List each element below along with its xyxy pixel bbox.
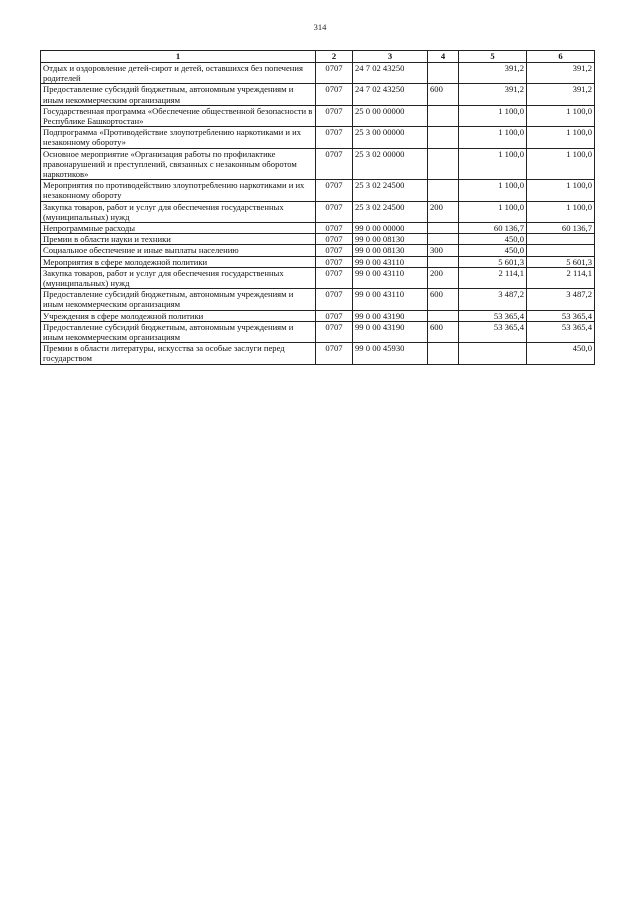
row-section-cell: 0707	[316, 289, 353, 310]
table-row	[41, 234, 595, 245]
row-code-cell: 24 7 02 43250	[353, 63, 428, 84]
row-section-cell: 0707	[316, 201, 353, 222]
row-amount-col6-cell: 1 100,0	[527, 180, 595, 201]
row-expense-type-cell: 600	[428, 289, 459, 310]
row-amount-col6-cell: 391,2	[527, 63, 595, 84]
row-code-cell: 25 3 02 24500	[353, 201, 428, 222]
row-amount-col5-cell: 1 100,0	[459, 127, 527, 148]
row-code-cell: 25 3 02 00000	[353, 148, 428, 180]
row-expense-type-cell	[428, 180, 459, 201]
row-amount-col6-cell: 53 365,4	[527, 310, 595, 321]
row-amount-col6-cell: 1 100,0	[527, 127, 595, 148]
row-section-cell: 0707	[316, 148, 353, 180]
row-section-cell: 0707	[316, 256, 353, 267]
row-amount-col6-cell	[527, 234, 595, 245]
row-name-cell: Предоставление субсидий бюджетным, автономным учреждениям и иным некоммерческим организациям	[41, 84, 316, 105]
row-expense-type-cell	[428, 310, 459, 321]
row-name-cell: Государственная программа «Обеспечение общественной безопасности в Республике Башкортостан»	[41, 105, 316, 126]
row-section-cell: 0707	[316, 84, 353, 105]
row-section-cell: 0707	[316, 245, 353, 256]
table-row	[41, 321, 595, 342]
row-amount-col6-cell: 2 114,1	[527, 267, 595, 288]
row-expense-type-cell	[428, 105, 459, 126]
table-row	[41, 245, 595, 256]
row-code-cell: 25 0 00 00000	[353, 105, 428, 126]
row-expense-type-cell: 200	[428, 267, 459, 288]
row-code-cell: 25 3 00 00000	[353, 127, 428, 148]
row-expense-type-cell	[428, 63, 459, 84]
page-number: 314	[313, 22, 327, 32]
header-cell-4: 4	[428, 51, 459, 63]
row-expense-type-cell: 600	[428, 84, 459, 105]
row-section-cell: 0707	[316, 267, 353, 288]
row-section-cell: 0707	[316, 321, 353, 342]
row-expense-type-cell: 200	[428, 201, 459, 222]
table-body	[41, 63, 595, 365]
row-amount-col5-cell: 3 487,2	[459, 289, 527, 310]
row-expense-type-cell	[428, 127, 459, 148]
table-header-row	[41, 51, 595, 63]
row-amount-col6-cell: 1 100,0	[527, 201, 595, 222]
row-amount-col5-cell: 1 100,0	[459, 105, 527, 126]
row-name-cell: Учреждения в сфере молодежной политики	[41, 310, 316, 321]
row-name-cell: Мероприятия в сфере молодежной политики	[41, 256, 316, 267]
header-cell-2: 2	[316, 51, 353, 63]
row-amount-col6-cell: 53 365,4	[527, 321, 595, 342]
row-section-cell: 0707	[316, 127, 353, 148]
budget-table	[40, 50, 595, 365]
table-row	[41, 223, 595, 234]
row-amount-col5-cell	[459, 343, 527, 364]
table-row	[41, 201, 595, 222]
row-amount-col5-cell: 53 365,4	[459, 321, 527, 342]
row-name-cell: Премии в области науки и техники	[41, 234, 316, 245]
row-expense-type-cell	[428, 148, 459, 180]
row-code-cell: 25 3 02 24500	[353, 180, 428, 201]
row-amount-col6-cell: 60 136,7	[527, 223, 595, 234]
table-row	[41, 256, 595, 267]
row-code-cell: 99 0 00 08130	[353, 245, 428, 256]
row-amount-col5-cell: 5 601,3	[459, 256, 527, 267]
table-row	[41, 289, 595, 310]
table-row	[41, 310, 595, 321]
header-cell-5: 5	[459, 51, 527, 63]
row-section-cell: 0707	[316, 105, 353, 126]
row-name-cell: Предоставление субсидий бюджетным, автономным учреждениям и иным некоммерческим организациям	[41, 321, 316, 342]
table-row	[41, 180, 595, 201]
row-amount-col6-cell	[527, 245, 595, 256]
table-row	[41, 343, 595, 364]
row-name-cell: Непрограммные расходы	[41, 223, 316, 234]
row-code-cell: 99 0 00 43110	[353, 267, 428, 288]
row-expense-type-cell	[428, 234, 459, 245]
row-section-cell: 0707	[316, 310, 353, 321]
row-code-cell: 99 0 00 00000	[353, 223, 428, 234]
row-code-cell: 99 0 00 43110	[353, 256, 428, 267]
header-cell-1: 1	[41, 51, 316, 63]
row-name-cell: Предоставление субсидий бюджетным, автономным учреждениям и иным некоммерческим организациям	[41, 289, 316, 310]
row-section-cell: 0707	[316, 234, 353, 245]
row-amount-col5-cell: 391,2	[459, 84, 527, 105]
row-amount-col6-cell: 3 487,2	[527, 289, 595, 310]
row-amount-col5-cell: 53 365,4	[459, 310, 527, 321]
row-amount-col5-cell: 1 100,0	[459, 201, 527, 222]
table-row	[41, 148, 595, 180]
row-code-cell: 99 0 00 08130	[353, 234, 428, 245]
row-section-cell: 0707	[316, 180, 353, 201]
table-row	[41, 267, 595, 288]
header-cell-3: 3	[353, 51, 428, 63]
row-name-cell: Социальное обеспечение и иные выплаты населению	[41, 245, 316, 256]
row-amount-col5-cell: 450,0	[459, 234, 527, 245]
row-expense-type-cell	[428, 256, 459, 267]
row-name-cell: Премии в области литературы, искусства за особые заслуги перед государством	[41, 343, 316, 364]
row-amount-col5-cell: 1 100,0	[459, 148, 527, 180]
row-code-cell: 99 0 00 43190	[353, 310, 428, 321]
table-row	[41, 84, 595, 105]
row-expense-type-cell: 300	[428, 245, 459, 256]
row-amount-col6-cell: 391,2	[527, 84, 595, 105]
row-section-cell: 0707	[316, 63, 353, 84]
row-expense-type-cell	[428, 223, 459, 234]
row-section-cell: 0707	[316, 343, 353, 364]
row-code-cell: 99 0 00 45930	[353, 343, 428, 364]
row-amount-col5-cell: 2 114,1	[459, 267, 527, 288]
row-code-cell: 24 7 02 43250	[353, 84, 428, 105]
row-code-cell: 99 0 00 43110	[353, 289, 428, 310]
header-cell-6: 6	[527, 51, 595, 63]
row-amount-col6-cell: 450,0	[527, 343, 595, 364]
table-row	[41, 105, 595, 126]
row-amount-col6-cell: 1 100,0	[527, 148, 595, 180]
row-name-cell: Мероприятия по противодействию злоупотреблению наркотиками и их незаконному обороту	[41, 180, 316, 201]
row-amount-col5-cell: 1 100,0	[459, 180, 527, 201]
row-amount-col5-cell: 391,2	[459, 63, 527, 84]
row-expense-type-cell: 600	[428, 321, 459, 342]
table-row	[41, 63, 595, 84]
row-name-cell: Закупка товаров, работ и услуг для обеспечения государственных (муниципальных) нужд	[41, 267, 316, 288]
row-amount-col6-cell: 1 100,0	[527, 105, 595, 126]
row-section-cell: 0707	[316, 223, 353, 234]
row-amount-col5-cell: 60 136,7	[459, 223, 527, 234]
row-name-cell: Отдых и оздоровление детей-сирот и детей, оставшихся без попечения родителей	[41, 63, 316, 84]
table-row	[41, 127, 595, 148]
row-name-cell: Подпрограмма «Противодействие злоупотреблению наркотиками и их незаконному обороту»	[41, 127, 316, 148]
row-amount-col5-cell: 450,0	[459, 245, 527, 256]
row-code-cell: 99 0 00 43190	[353, 321, 428, 342]
row-amount-col6-cell: 5 601,3	[527, 256, 595, 267]
row-expense-type-cell	[428, 343, 459, 364]
row-name-cell: Основное мероприятие «Организация работы по профилактике правонарушений и преступлений, связанных с незаконным оборотом наркотиков»	[41, 148, 316, 180]
row-name-cell: Закупка товаров, работ и услуг для обеспечения государственных (муниципальных) нужд	[41, 201, 316, 222]
